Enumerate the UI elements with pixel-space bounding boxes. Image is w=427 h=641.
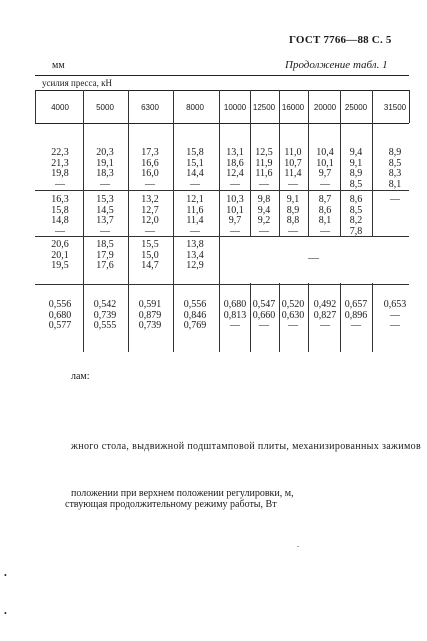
text-line-4: ствующая продолжительному режиму работы, Вт	[65, 499, 277, 510]
column-header: 10000	[223, 103, 247, 112]
table-cell: 15,5 15,0 14,7	[141, 239, 159, 271]
table-cell: 8,6 8,5 8,2 7,8	[349, 194, 363, 237]
document-header: ГОСТ 7766—88 С. 5	[289, 34, 392, 46]
table-cell: 10,3 10,1 9,7 —	[226, 194, 244, 237]
table-cell: 9,4 9,1 8,9 8,5	[349, 147, 363, 190]
table-cell: 15,8 15,1 14,4 —	[186, 147, 204, 190]
scan-mark: .	[297, 540, 299, 549]
column-header: 8000	[186, 103, 204, 112]
table-cell: 0,591 0,879 0,739	[138, 299, 162, 331]
table-cell: 12,1 11,6 11,4 —	[186, 194, 204, 237]
table-cell: 0,542 0,739 0,555	[93, 299, 117, 331]
table-cell: 17,3 16,6 16,0 —	[141, 147, 159, 190]
text-line-1: лам:	[71, 371, 90, 382]
table-cell: 0,492 0,827 —	[313, 299, 337, 331]
table-cell: 20,3 19,1 18,3 —	[96, 147, 114, 190]
table-continuation-label: Продолжение табл. 1	[285, 59, 388, 71]
table-cell: 22,3 21,3 19,8 —	[51, 147, 69, 190]
table-cell: 9,8 9,4 9,2 —	[257, 194, 271, 237]
table-column-rule	[35, 123, 409, 124]
table-cell: 20,6 20,1 19,5	[51, 239, 69, 271]
table-top-rule	[35, 75, 409, 76]
table-cell: 8,9 8,5 8,3 8,1	[388, 147, 402, 190]
table-cell: 8,7 8,6 8,1 —	[318, 194, 332, 237]
table-cell: 0,556 0,846 0,769	[183, 299, 207, 331]
column-rule	[409, 90, 410, 123]
column-header: 5000	[96, 103, 114, 112]
column-rule	[35, 90, 36, 123]
table-cell: 13,2 12,7 12,0 —	[141, 194, 159, 237]
table-cell: 0,653 — —	[383, 299, 407, 331]
table-cell: 11,0 10,7 11,4 —	[284, 147, 302, 190]
column-header: 20000	[313, 103, 337, 112]
table-cell: 9,1 8,9 8,8 —	[286, 194, 300, 237]
table-cell: 0,547 0,660 —	[252, 299, 276, 331]
column-header: 4000	[51, 103, 69, 112]
group-rule	[35, 190, 409, 191]
table-cell: 0,680 0,813 —	[223, 299, 247, 331]
column-rule	[173, 90, 174, 352]
text-line-2: жного стола, выдвижной подштамповой плиты, механизированных зажимов	[71, 441, 422, 452]
table-cell: 0,556 0,680 0,577	[48, 299, 72, 331]
merged-dash-cell: —	[308, 252, 319, 264]
table-header-rule	[35, 90, 409, 91]
column-rule	[128, 90, 129, 352]
press-force-label: усилия пресса, кН	[42, 78, 113, 88]
table-cell: 10,4 10,1 9,7 —	[316, 147, 334, 190]
table-cell: 15,3 14,5 13,7 —	[96, 194, 114, 237]
table-cell: 13,8 13,4 12,9	[186, 239, 204, 271]
column-header: 6300	[141, 103, 159, 112]
column-header: 31500	[383, 103, 407, 112]
text-line-3: положении при верхнем положении регулировки, м,	[71, 488, 294, 499]
table-cell: 12,5 11,9 11,6 —	[255, 147, 273, 190]
table-cell: 18,5 17,9 17,6	[96, 239, 114, 271]
table-cell: 0,657 0,896 —	[344, 299, 368, 331]
table-cell: —	[390, 194, 400, 205]
scan-mark: •	[4, 571, 7, 580]
table-cell: 16,3 15,8 14,8 —	[51, 194, 69, 237]
scan-mark: •	[4, 609, 7, 618]
table-cell: 0,520 0,630 —	[281, 299, 305, 331]
column-header: 16000	[281, 103, 305, 112]
column-rule	[83, 90, 84, 352]
group-rule	[35, 284, 409, 285]
column-header: 12500	[252, 103, 276, 112]
unit-label: мм	[52, 60, 65, 71]
table-cell: 13,1 18,6 12,4 —	[226, 147, 244, 190]
column-header: 25000	[344, 103, 368, 112]
